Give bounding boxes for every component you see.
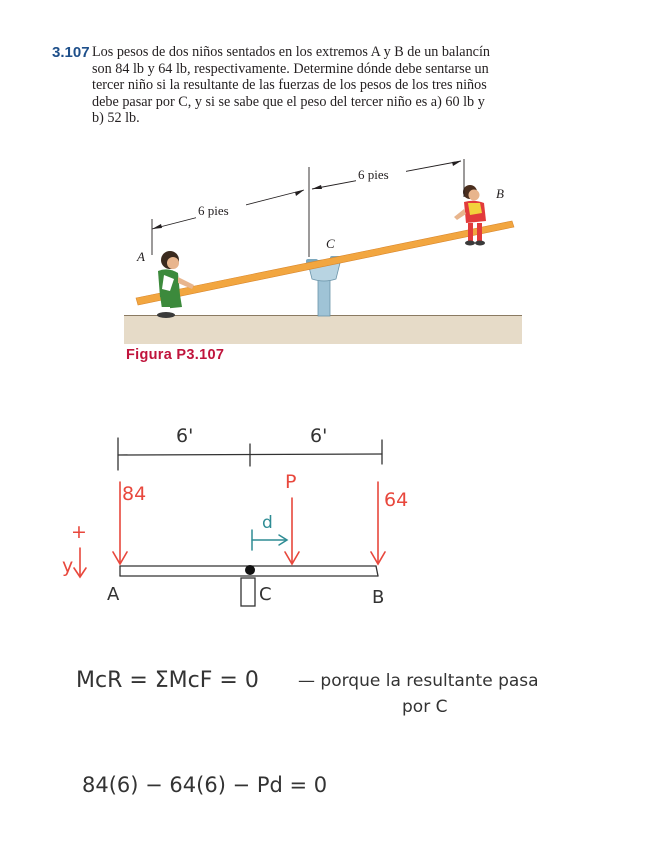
figure-label-c: C <box>326 236 335 251</box>
problem-line: son 84 lb y 64 lb, respectivamente. Determine dónde debe sentarse un <box>92 60 489 77</box>
problem-text <box>92 44 618 127</box>
child-a-illustration <box>157 251 194 318</box>
notes-point-b: B <box>372 587 385 608</box>
figure-dim-right: 6 pies <box>358 167 389 182</box>
notes-equation-1: McR = ΣMcF = 0 <box>76 668 259 693</box>
pivot-dot <box>245 565 255 575</box>
problem-line: debe pasar por C, y si se sabe que el peso del tercer niño es a) 60 lb y <box>92 93 485 110</box>
notes-force-b: 64 <box>384 489 409 511</box>
notes-dim-left: 6' <box>176 425 194 447</box>
ground <box>124 315 522 344</box>
handwritten-notes <box>0 400 655 848</box>
figure-label-a: A <box>137 249 145 264</box>
problem-line: Los pesos de dos niños sentados en los extremos A y B de un balancín <box>92 44 490 60</box>
figure-dim-left: 6 pies <box>198 203 229 218</box>
notes-force-a: 84 <box>122 483 147 505</box>
problem-line: tercer niño si la resultante de las fuerzas de los pesos de los tres niños <box>92 77 487 94</box>
notes-point-c: C <box>259 584 272 605</box>
notes-sign-plus: + <box>71 521 87 543</box>
figure-label-b: B <box>496 186 504 201</box>
problem-line: b) 52 lb. <box>92 110 140 127</box>
notes-dim-right: 6' <box>310 425 328 447</box>
notes-equation-2: 84(6) − 64(6) − Pd = 0 <box>82 773 328 797</box>
problem-number: 3.107 <box>52 44 90 61</box>
notes-comment-2: por C <box>402 697 448 717</box>
notes-distance: d <box>262 513 273 533</box>
notes-point-a: A <box>107 584 120 605</box>
notes-sign-axis: y <box>62 555 74 577</box>
notes-comment-1: — porque la resultante pasa <box>298 671 539 691</box>
figure-caption: Figura P3.107 <box>126 347 225 363</box>
notes-force-p: P <box>285 471 297 493</box>
seesaw-figure <box>124 157 522 344</box>
